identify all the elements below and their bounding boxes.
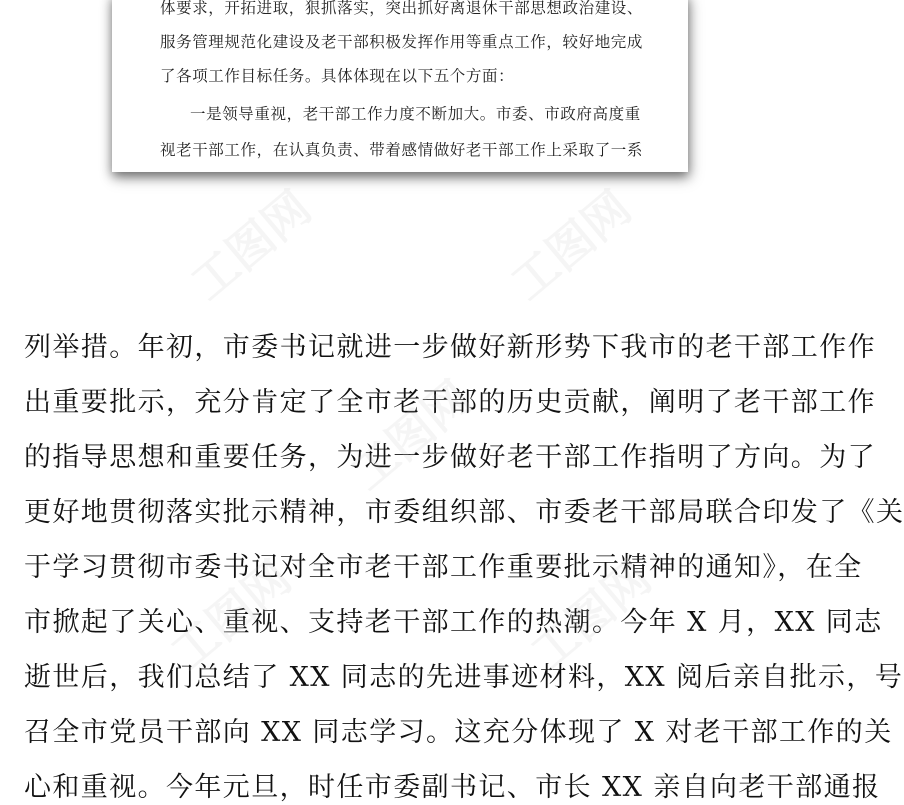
body-line: 心和重视。今年元旦，时任市委副书记、市长 XX 亲自向老干部通报 [24,772,881,803]
body-line: 的指导思想和重要任务，为进一步做好老干部工作指明了方向。为了 [24,442,876,473]
preview-line: 服务管理规范化建设及老干部积极发挥作用等重点工作，较好地完成 [160,33,644,51]
body-line: 于学习贯彻市委书记对全市老干部工作重要批示精神的通知》，在全 [24,552,863,583]
watermark: 工图网 [160,550,302,681]
body-line: 市掀起了关心、重视、支持老干部工作的热潮。今年 X 月，XX 同志 [24,607,883,638]
preview-line: 体要求，开拓进取，狠抓落实，突出抓好离退休干部思想政治建设、 [160,0,644,17]
body-line: 列举措。年初，市委书记就进一步做好新形势下我市的老干部工作作 [24,332,876,363]
body-line: 更好地贯彻落实批示精神，市委组织部、市委老干部局联合印发了《关 [24,497,904,528]
body-line: 召全市党员干部向 XX 同志学习。这充分体现了 X 对老干部工作的关 [24,717,893,748]
watermark: 工图网 [340,370,482,501]
body-line: 出重要批示，充分肯定了全市老干部的历史贡献，阐明了老干部工作 [24,387,876,418]
watermark: 工图网 [500,180,642,311]
preview-line: 一是领导重视，老干部工作力度不断加大。市委、市政府高度重 [190,105,641,123]
preview-line: 视老干部工作，在认真负责、带着感情做好老干部工作上采取了一系 [160,141,644,159]
watermark: 工图网 [520,550,662,681]
preview-line: 了各项工作目标任务。具体体现在以下五个方面： [160,67,515,85]
watermark: 工图网 [180,180,322,311]
body-line: 逝世后，我们总结了 XX 同志的先进事迹材料，XX 阅后亲自批示，号 [24,662,904,693]
